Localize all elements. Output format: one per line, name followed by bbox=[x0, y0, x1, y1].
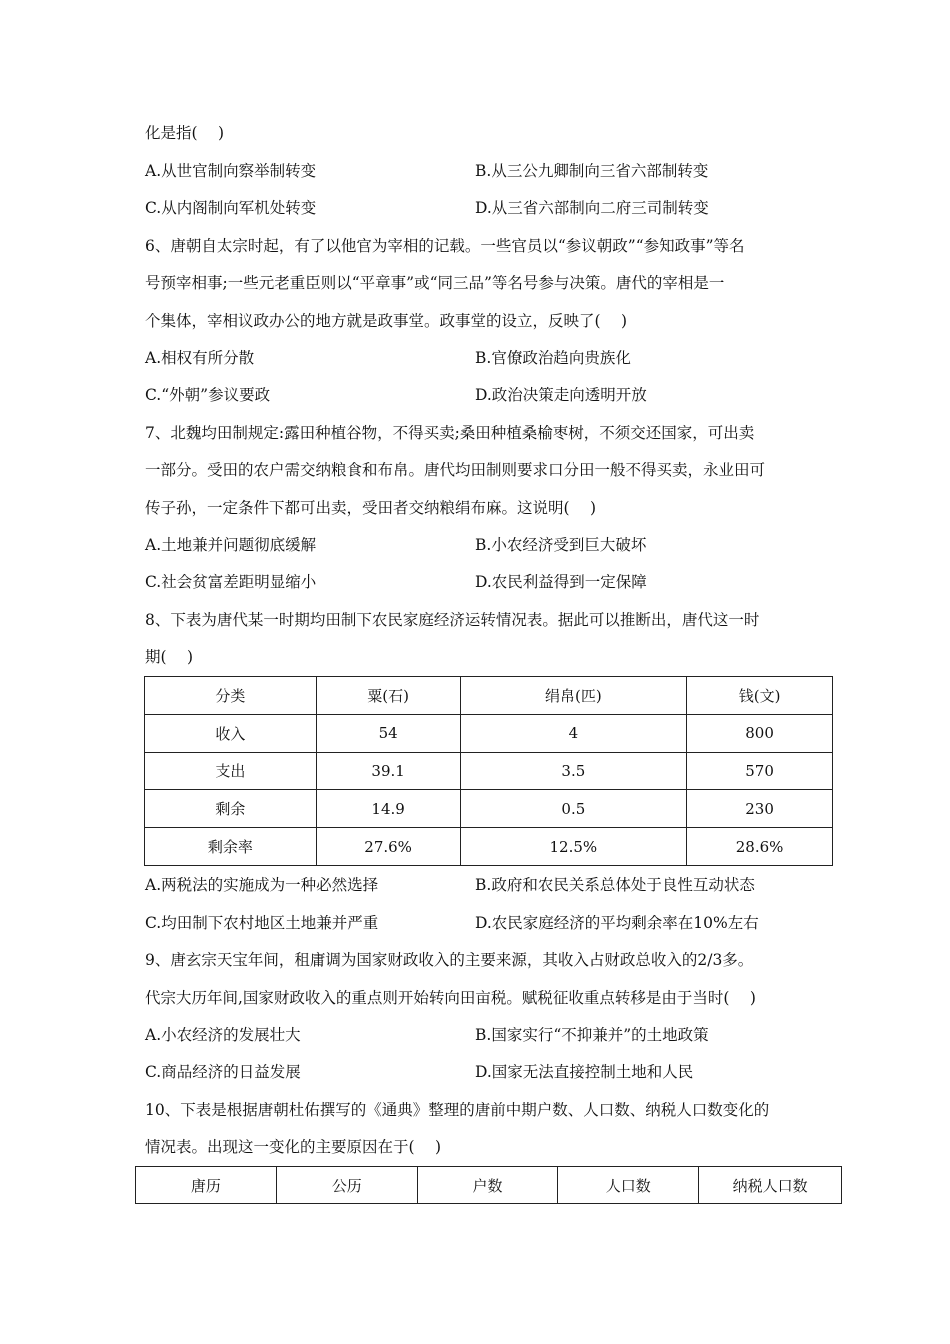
table-cell: 14.9 bbox=[316, 790, 460, 828]
table-cell: 支出 bbox=[145, 752, 317, 790]
table-cell: 27.6% bbox=[316, 828, 460, 866]
table-row bbox=[145, 752, 833, 790]
table-cell: 28.6% bbox=[687, 828, 833, 866]
q10-table bbox=[135, 1166, 842, 1204]
table-cell: 12.5% bbox=[460, 828, 687, 866]
q6-option-c[interactable]: C.“外朝”参议要政 bbox=[145, 386, 271, 404]
table-header-cell: 绢帛(匹) bbox=[460, 677, 687, 715]
q9-option-a[interactable]: A.小农经济的发展壮大 bbox=[145, 1026, 301, 1044]
table-row bbox=[145, 828, 833, 866]
q7-stem-line-1: 7、北魏均田制规定:露田种植谷物，不得买卖;桑田种植桑榆枣树，不须交还国家，可出卖 bbox=[145, 424, 755, 442]
table-header-cell: 分类 bbox=[145, 677, 317, 715]
table-header-row bbox=[136, 1167, 842, 1204]
table-cell: 800 bbox=[687, 714, 833, 752]
table-cell: 54 bbox=[316, 714, 460, 752]
table-header-cell: 公历 bbox=[276, 1167, 417, 1204]
q7-option-a[interactable]: A.土地兼并问题彻底缓解 bbox=[145, 536, 317, 554]
q8-option-b[interactable]: B.政府和农民关系总体处于良性互动状态 bbox=[475, 876, 755, 894]
table-header-cell: 粟(石) bbox=[316, 677, 460, 715]
table-header-cell: 钱(文) bbox=[687, 677, 833, 715]
q5-option-c[interactable]: C.从内阁制向军机处转变 bbox=[145, 199, 317, 217]
q7-stem-line-2: 一部分。受田的农户需交纳粮食和布帛。唐代均田制则要求口分田一般不得买卖，永业田可 bbox=[145, 461, 766, 479]
table-cell: 4 bbox=[460, 714, 687, 752]
table-cell: 570 bbox=[687, 752, 833, 790]
table-cell: 0.5 bbox=[460, 790, 687, 828]
q9-option-b[interactable]: B.国家实行“不抑兼并”的土地政策 bbox=[475, 1026, 709, 1044]
q5-stem-tail: 化是指( ) bbox=[145, 124, 225, 142]
q6-option-a[interactable]: A.相权有所分散 bbox=[145, 349, 255, 367]
q8-option-c[interactable]: C.均田制下农村地区土地兼并严重 bbox=[145, 914, 379, 932]
q8-option-d[interactable]: D.农民家庭经济的平均剩余率在10%左右 bbox=[475, 914, 759, 932]
table-row bbox=[145, 714, 833, 752]
table-cell: 剩余 bbox=[145, 790, 317, 828]
q10-stem-line-1: 10、下表是根据唐朝杜佑撰写的《通典》整理的唐前中期户数、人口数、纳税人口数变化的 bbox=[145, 1101, 770, 1119]
q5-option-a[interactable]: A.从世官制向察举制转变 bbox=[145, 162, 317, 180]
table-cell: 收入 bbox=[145, 714, 317, 752]
q9-option-c[interactable]: C.商品经济的日益发展 bbox=[145, 1063, 301, 1081]
q10-stem-line-2: 情况表。出现这一变化的主要原因在于( ) bbox=[145, 1138, 442, 1156]
table-row bbox=[145, 790, 833, 828]
table-cell: 230 bbox=[687, 790, 833, 828]
q6-option-b[interactable]: B.官僚政治趋向贵族化 bbox=[475, 349, 631, 367]
table-cell: 3.5 bbox=[460, 752, 687, 790]
table-header-cell: 人口数 bbox=[558, 1167, 699, 1204]
table-cell: 剩余率 bbox=[145, 828, 317, 866]
q5-option-d[interactable]: D.从三省六部制向二府三司制转变 bbox=[475, 199, 709, 217]
q6-stem-line-3: 个集体，宰相议政办公的地方就是政事堂。政事堂的设立，反映了( ) bbox=[145, 312, 628, 330]
q9-stem-line-1: 9、唐玄宗天宝年间，租庸调为国家财政收入的主要来源，其收入占财政总收入的2/3多。 bbox=[145, 951, 754, 969]
q6-option-d[interactable]: D.政治决策走向透明开放 bbox=[475, 386, 647, 404]
table-header-cell: 户数 bbox=[417, 1167, 558, 1204]
q6-stem-line-1: 6、唐朝自太宗时起，有了以他官为宰相的记载。一些官员以“参议朝政”“参知政事”等名 bbox=[145, 237, 745, 255]
q7-stem-line-3: 传子孙，一定条件下都可出卖，受田者交纳粮绢布麻。这说明( ) bbox=[145, 499, 597, 517]
q5-option-b[interactable]: B.从三公九卿制向三省六部制转变 bbox=[475, 162, 709, 180]
q8-table bbox=[144, 676, 833, 866]
table-header-cell: 纳税人口数 bbox=[699, 1167, 842, 1204]
table-header-row bbox=[145, 677, 833, 715]
q7-option-c[interactable]: C.社会贫富差距明显缩小 bbox=[145, 573, 317, 591]
q8-stem-line-1: 8、下表为唐代某一时期均田制下农民家庭经济运转情况表。据此可以推断出，唐代这一时 bbox=[145, 611, 760, 629]
q7-option-b[interactable]: B.小农经济受到巨大破坏 bbox=[475, 536, 647, 554]
q9-stem-line-2: 代宗大历年间,国家财政收入的重点则开始转向田亩税。赋税征收重点转移是由于当时( ) bbox=[145, 989, 756, 1007]
q8-option-a[interactable]: A.两税法的实施成为一种必然选择 bbox=[145, 876, 379, 894]
table-header-cell: 唐历 bbox=[136, 1167, 277, 1204]
q7-option-d[interactable]: D.农民利益得到一定保障 bbox=[475, 573, 647, 591]
q6-stem-line-2: 号预宰相事;一些元老重臣则以“平章事”或“同三品”等名号参与决策。唐代的宰相是一 bbox=[145, 274, 725, 292]
q8-stem-line-2: 期( ) bbox=[145, 648, 194, 666]
table-cell: 39.1 bbox=[316, 752, 460, 790]
q9-option-d[interactable]: D.国家无法直接控制土地和人民 bbox=[475, 1063, 694, 1081]
